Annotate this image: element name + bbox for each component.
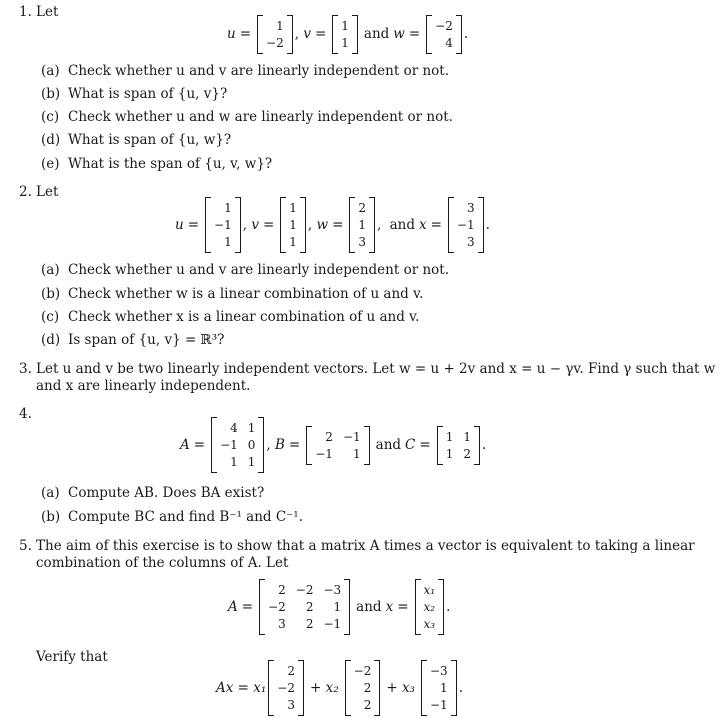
exercise-5-verify-equation: Ax = x₁ 2 −2 3 + x₂ −2 2 2 + x₃ −3 1 −1 . — [216, 661, 463, 715]
exercise-2-part-text: Is span of {u, v} = ℝ³? — [68, 332, 225, 348]
exercise-5-equation: A = 2 −2 −3 −2 2 1 3 2 −1 and x = x₁ x₂ x₃ . — [228, 580, 450, 634]
exercise-1-part-text: What is span of {u, v}? — [68, 86, 228, 102]
exercise-1-part-text: Check whether u and v are linearly independent or not. — [68, 63, 449, 79]
exercise-1-intro: Let — [36, 4, 59, 20]
matrix-c: 1 1 1 2 — [437, 426, 480, 465]
exercise-1-part-label: (a) — [41, 63, 60, 79]
exercise-1-part-text: What is the span of {u, v, w}? — [68, 156, 273, 172]
exercise-1-number: 1. — [19, 4, 32, 20]
exercise-5-line-2: combination of the columns of A. Let — [36, 555, 289, 571]
vector-u: 1 −2 — [257, 15, 293, 54]
exercise-1-part-label: (b) — [41, 86, 61, 102]
exercise-1-equation: u = 1 −2 , v = 1 1 and w = −2 4 . — [227, 16, 468, 52]
exercise-2-part-text: Check whether w is a linear combination of u and v. — [68, 286, 424, 302]
vector-x: x₁ x₂ x₃ — [415, 579, 445, 635]
matrix-b: 2 −1 −1 1 — [306, 426, 369, 465]
exercise-1-part-label: (e) — [41, 156, 60, 172]
vector-v: 1 1 — [332, 15, 358, 54]
exercise-2-intro: Let — [36, 184, 59, 200]
exercise-5-number: 5. — [19, 538, 32, 554]
vector-u: 1 −1 1 — [205, 197, 241, 253]
exercise-2-number: 2. — [19, 184, 32, 200]
exercise-4-equation: A = 4 1 −1 0 1 1 , B = 2 −1 −1 1 and C = 1 1 1 2 . — [180, 418, 486, 472]
exercise-1-part-label: (d) — [41, 132, 61, 148]
vector-w: 2 1 3 — [349, 197, 375, 253]
column-1: 2 −2 3 — [268, 660, 304, 716]
exercise-1-part-text: What is span of {u, w}? — [68, 132, 232, 148]
vector-x: 3 −1 3 — [448, 197, 484, 253]
exercise-1-part-label: (c) — [41, 109, 60, 125]
exercise-4-part-text: Compute AB. Does BA exist? — [68, 485, 265, 501]
exercise-3-line-1: Let u and v be two linearly independent vectors. Let w = u + 2v and x = u − γv. Find γ such that w — [36, 361, 716, 377]
exercise-5-line-1: The aim of this exercise is to show that a matrix A times a vector is equivalent to taking a linear — [36, 538, 695, 554]
exercise-2-part-label: (a) — [41, 262, 60, 278]
exercise-1-part-text: Check whether u and w are linearly independent or not. — [68, 109, 453, 125]
exercise-4-number: 4. — [19, 406, 32, 422]
vector-w: −2 4 — [426, 15, 462, 54]
exercise-2-part-label: (c) — [41, 309, 60, 325]
exercise-2-equation: u = 1 −1 1 , v = 1 1 1 , w = 2 1 3 , and x = 3 −1 3 . — [175, 198, 490, 252]
vector-v: 1 1 1 — [280, 197, 306, 253]
matrix-a: 4 1 −1 0 1 1 — [211, 417, 264, 473]
exercise-3-number: 3. — [19, 361, 32, 377]
exercise-4-part-text: Compute BC and find B⁻¹ and C⁻¹. — [68, 509, 303, 525]
exercise-2-part-text: Check whether u and v are linearly independent or not. — [68, 262, 449, 278]
exercise-3-line-2: and x are linearly independent. — [36, 378, 251, 394]
matrix-a: 2 −2 −3 −2 2 1 3 2 −1 — [259, 579, 350, 635]
exercise-2-part-label: (b) — [41, 286, 61, 302]
exercise-4-part-label: (a) — [41, 485, 60, 501]
column-2: −2 2 2 — [345, 660, 381, 716]
exercise-5-verify: Verify that — [36, 649, 108, 665]
exercise-4-part-label: (b) — [41, 509, 61, 525]
exercise-2-part-text: Check whether x is a linear combination of u and v. — [68, 309, 420, 325]
column-3: −3 1 −1 — [421, 660, 457, 716]
exercise-2-part-label: (d) — [41, 332, 61, 348]
